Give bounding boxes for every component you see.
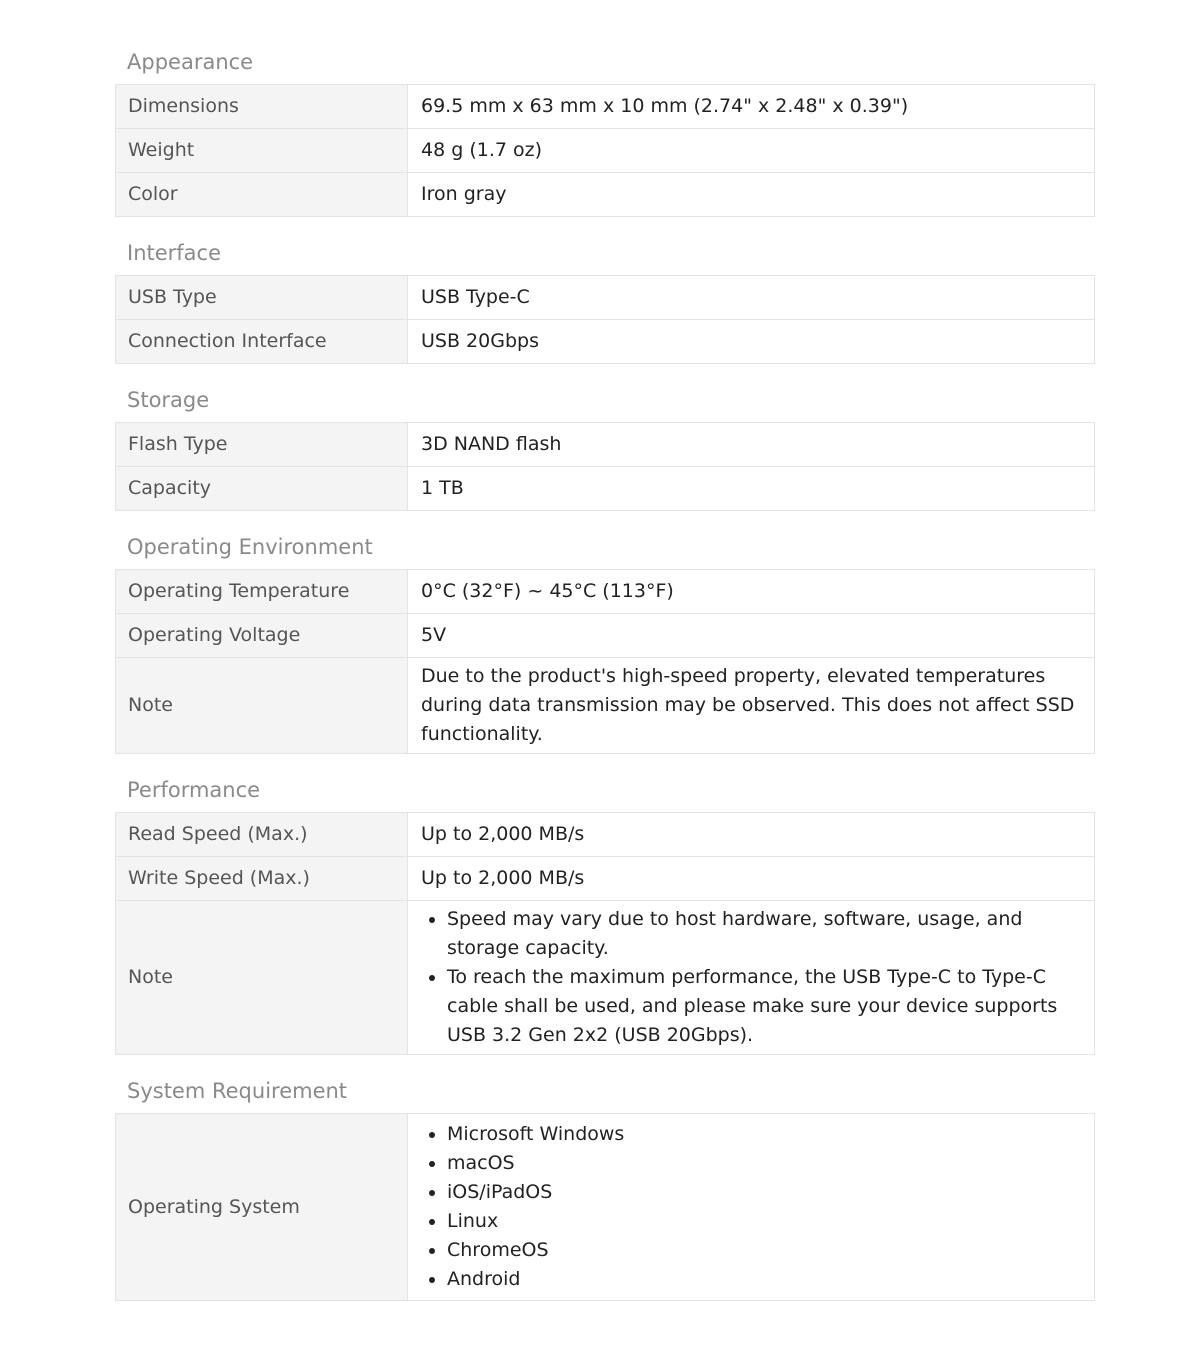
spec-key: Flash Type xyxy=(116,423,408,467)
spec-value: Iron gray xyxy=(408,173,1095,217)
table-row xyxy=(116,423,1095,467)
table-row xyxy=(116,570,1095,614)
section-storage xyxy=(115,378,1095,511)
spec-value: USB 20Gbps xyxy=(408,320,1095,364)
table-row xyxy=(116,1114,1095,1301)
spec-key: Operating System xyxy=(116,1114,408,1301)
list-item: • To reach the maximum performance, the USB Type-C to Type-C cable shall be used, and please make sure your device supports USB 3.2 Gen 2x2 (USB 20Gbps). xyxy=(447,963,1076,1050)
list-item: • Speed may vary due to host hardware, software, usage, and storage capacity. xyxy=(447,905,1076,963)
section-interface xyxy=(115,231,1095,364)
section-title: Performance xyxy=(127,778,261,802)
section-title: Appearance xyxy=(127,50,254,74)
section-title: Operating Environment xyxy=(127,535,373,559)
spec-value: Due to the product's high-speed property, elevated temperatures during data transmission may be observed. This does not affect SSD functionality. xyxy=(408,658,1095,754)
list-item: • Android xyxy=(447,1265,1076,1294)
spec-value xyxy=(408,901,1095,1055)
table-row xyxy=(116,813,1095,857)
spec-value: Up to 2,000 MB/s xyxy=(408,857,1095,901)
list-item: • iOS/iPadOS xyxy=(447,1178,1076,1207)
spec-value: 5V xyxy=(408,614,1095,658)
section-system-requirement xyxy=(115,1069,1095,1301)
spec-value: Up to 2,000 MB/s xyxy=(408,813,1095,857)
table-row xyxy=(116,85,1095,129)
spec-key: Operating Temperature xyxy=(116,570,408,614)
spec-table xyxy=(115,569,1095,754)
table-row xyxy=(116,857,1095,901)
list-item: • Microsoft Windows xyxy=(447,1120,1076,1149)
table-row xyxy=(116,129,1095,173)
list-item: • macOS xyxy=(447,1149,1076,1178)
spec-key: Dimensions xyxy=(116,85,408,129)
spec-key: Weight xyxy=(116,129,408,173)
section-performance xyxy=(115,768,1095,1055)
table-row xyxy=(116,467,1095,511)
section-appearance xyxy=(115,40,1095,217)
spec-key: Write Speed (Max.) xyxy=(116,857,408,901)
spec-key: Note xyxy=(116,901,408,1055)
spec-table xyxy=(115,422,1095,511)
spec-sheet xyxy=(115,40,1095,1315)
list-item: • Linux xyxy=(447,1207,1076,1236)
section-title: Interface xyxy=(127,241,222,265)
table-row xyxy=(116,173,1095,217)
spec-value: 48 g (1.7 oz) xyxy=(408,129,1095,173)
table-row xyxy=(116,276,1095,320)
spec-key: Capacity xyxy=(116,467,408,511)
table-row xyxy=(116,614,1095,658)
spec-value: 0°C (32°F) ~ 45°C (113°F) xyxy=(408,570,1095,614)
section-title: Storage xyxy=(127,388,210,412)
spec-table xyxy=(115,84,1095,217)
spec-value: USB Type-C xyxy=(408,276,1095,320)
spec-table xyxy=(115,275,1095,364)
spec-key: Connection Interface xyxy=(116,320,408,364)
spec-table xyxy=(115,1113,1095,1301)
spec-value xyxy=(408,1114,1095,1301)
spec-key: Read Speed (Max.) xyxy=(116,813,408,857)
table-row xyxy=(116,658,1095,754)
section-title: System Requirement xyxy=(127,1079,348,1103)
spec-value: 69.5 mm x 63 mm x 10 mm (2.74" x 2.48" x 0.39") xyxy=(408,85,1095,129)
spec-value: 1 TB xyxy=(408,467,1095,511)
os-list xyxy=(421,1120,1076,1294)
list-item: • ChromeOS xyxy=(447,1236,1076,1265)
spec-value: 3D NAND flash xyxy=(408,423,1095,467)
table-row xyxy=(116,320,1095,364)
table-row xyxy=(116,901,1095,1055)
spec-key: Color xyxy=(116,173,408,217)
spec-table xyxy=(115,812,1095,1055)
section-operating-environment xyxy=(115,525,1095,754)
spec-key: Operating Voltage xyxy=(116,614,408,658)
note-list xyxy=(421,905,1076,1050)
spec-key: Note xyxy=(116,658,408,754)
spec-key: USB Type xyxy=(116,276,408,320)
